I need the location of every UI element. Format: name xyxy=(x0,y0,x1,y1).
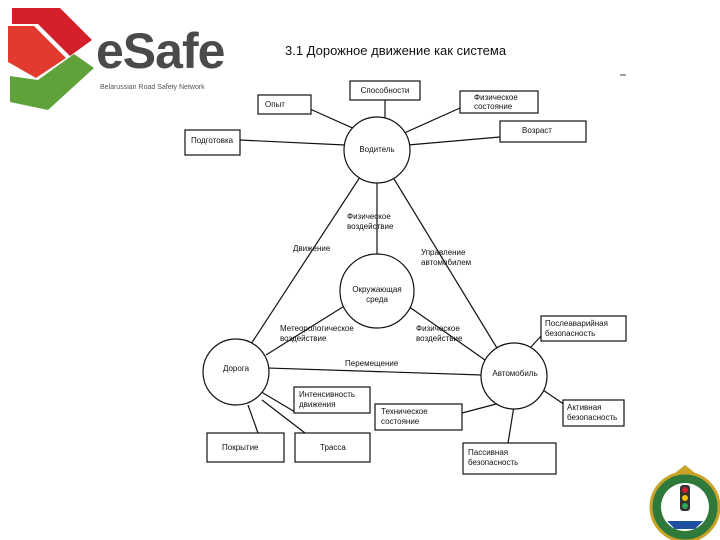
active-safety-label-line1: Активная xyxy=(567,403,602,412)
technical-state-label-line1: Техническое xyxy=(381,407,428,416)
passive-safety-label-line2: безопасность xyxy=(468,458,519,467)
car-control-label-line2: автомобилем xyxy=(421,258,472,267)
environment-label-line2: среда xyxy=(366,295,388,304)
environment-label-line1: Окружающая xyxy=(352,285,402,294)
physical-impact-right-line2: воздействие xyxy=(416,334,463,343)
surface-label: Покрытие xyxy=(222,443,259,452)
abilities-label: Способности xyxy=(360,86,410,95)
experience-label: Опыт xyxy=(265,100,285,109)
road-safety-emblem xyxy=(645,463,720,540)
road-label: Дорога xyxy=(222,364,250,373)
active-safety-label-line2: безопасность xyxy=(567,413,618,422)
age-label: Возраст xyxy=(522,126,552,135)
physical-state-label-line2: состояние xyxy=(474,102,513,111)
physical-impact-right-line1: Физическое xyxy=(416,324,460,333)
physical-impact-top-line1: Физическое xyxy=(347,212,391,221)
movement-label: Движение xyxy=(293,244,331,253)
route-label: Трасса xyxy=(320,443,346,452)
logo-wordmark: eSafe xyxy=(96,23,225,79)
relocation-label: Перемещение xyxy=(345,359,399,368)
passive-safety-label-line1: Пассивная xyxy=(468,448,509,457)
car-control-label-line1: Управление xyxy=(421,248,466,257)
logo-tagline: Belarussian Road Safety Network xyxy=(100,84,205,91)
slide-title: 3.1 Дорожное движение как система xyxy=(285,43,507,58)
traffic-intensity-label-line1: Интенсивность xyxy=(299,390,356,399)
car-label: Автомобиль xyxy=(492,369,538,378)
training-label: Подготовка xyxy=(191,136,234,145)
post-crash-label-line1: Послеаварийная xyxy=(545,319,608,328)
driver-label: Водитель xyxy=(359,145,395,154)
physical-state-label-line1: Физическое xyxy=(474,93,518,102)
meteo-label-line2: воздействие xyxy=(280,334,327,343)
traffic-intensity-label-line2: движения xyxy=(299,400,336,409)
physical-impact-top-line2: воздействие xyxy=(347,222,394,231)
post-crash-label-line2: безопасность xyxy=(545,329,596,338)
meteo-label-line1: Метеорологическое xyxy=(280,324,354,333)
technical-state-label-line2: состояние xyxy=(381,417,420,426)
